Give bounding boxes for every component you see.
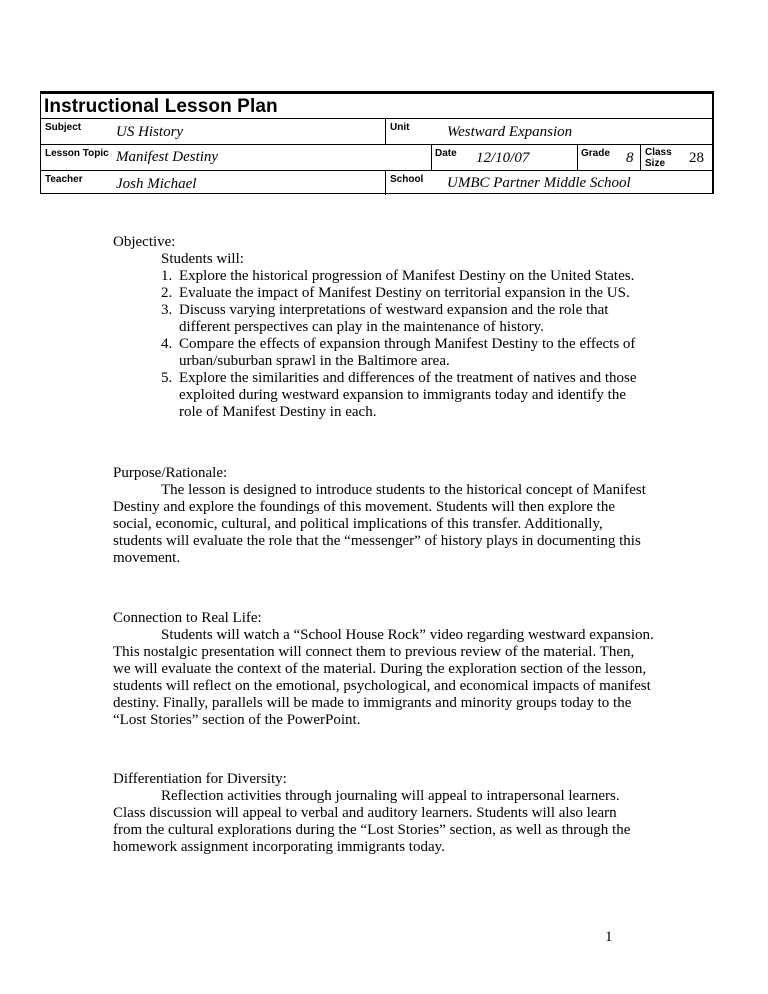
objective-item-text: Explore the historical progression of Manifest Destiny on the United States.	[179, 268, 635, 284]
connection-line-2: This nostalgic presentation will connect them to previous review of the material. Then,	[113, 644, 635, 660]
objective-item-text: Compare the effects of expansion through Manifest Destiny to the effects of	[179, 336, 636, 352]
differentiation-heading: Differentiation for Diversity:	[113, 771, 287, 787]
date-label: Date	[435, 148, 457, 159]
purpose-line-1: The lesson is designed to introduce students to the historical concept of Manifest	[161, 482, 646, 498]
objective-item-number: 5.	[161, 370, 173, 386]
grade-label: Grade	[581, 148, 610, 159]
school-value: UMBC Partner Middle School	[447, 175, 631, 191]
connection-line-1: Students will watch a “School House Rock” video regarding westward expansion.	[161, 627, 654, 643]
differentiation-line-4: homework assignment incorporating immigrants today.	[113, 839, 445, 855]
unit-label: Unit	[390, 122, 410, 133]
date-value: 12/10/07	[476, 150, 530, 166]
objective-item-3	[161, 302, 608, 336]
header-divider-unit	[385, 118, 386, 144]
differentiation-line-3: from the cultural explorations during the “Lost Stories” section, as well as through the	[113, 822, 631, 838]
header-rule-3	[41, 170, 713, 171]
unit-value: Westward Expansion	[447, 124, 573, 140]
class-size-value: 28	[689, 150, 704, 166]
lesson-plan-header-table	[40, 91, 714, 194]
objective-item-number: 4.	[161, 336, 173, 352]
purpose-line-3: social, economic, cultural, and political implications of this transfer. Additionally,	[113, 516, 603, 532]
purpose-heading: Purpose/Rationale:	[113, 465, 228, 481]
connection-line-6: “Lost Stories” section of the PowerPoint.	[113, 712, 361, 728]
header-divider-school	[385, 170, 386, 195]
objective-item-4	[161, 336, 635, 370]
school-label: School	[390, 174, 424, 185]
objective-item-1	[161, 268, 634, 285]
objective-item-number: 2.	[161, 285, 173, 301]
objective-item-text: Explore the similarities and differences of the treatment of natives and those	[179, 370, 637, 386]
connection-line-4: students will reflect on the emotional, psychological, and economical impacts of manifest	[113, 678, 651, 694]
objective-item-text: different perspectives can play in the maintenance of history.	[179, 319, 544, 335]
differentiation-line-2: Class discussion will appeal to verbal and auditory learners. Students will also learn	[113, 805, 617, 821]
objective-item-2	[161, 285, 630, 302]
header-rule-2	[41, 144, 713, 145]
subject-value: US History	[116, 124, 184, 140]
class-size-label-1: Class	[645, 147, 672, 158]
objective-item-number: 3.	[161, 302, 173, 318]
purpose-line-5: movement.	[113, 550, 181, 566]
objective-intro: Students will:	[161, 251, 244, 267]
teacher-value: Josh Michael	[116, 176, 197, 192]
class-size-label-2: Size	[645, 158, 666, 169]
objective-item-5	[161, 370, 637, 421]
connection-line-5: destiny. Finally, parallels will be made to immigrants and minority groups today to the	[113, 695, 632, 711]
objective-heading: Objective:	[113, 234, 176, 250]
page-number: 1	[605, 929, 613, 945]
objective-item-text: Evaluate the impact of Manifest Destiny on territorial expansion in the US.	[179, 285, 630, 301]
teacher-label: Teacher	[45, 174, 83, 185]
subject-label: Subject	[45, 122, 82, 133]
connection-line-3: we will evaluate the context of the material. During the exploration section of the lesson,	[113, 661, 647, 677]
objective-item-number: 1.	[161, 268, 173, 284]
header-divider-grade	[577, 144, 578, 170]
connection-heading: Connection to Real Life:	[113, 610, 262, 626]
objective-item-text: urban/suburban sprawl in the Baltimore area.	[179, 353, 450, 369]
header-rule-1	[41, 118, 713, 119]
objective-item-text: Discuss varying interpretations of westward expansion and the role that	[179, 302, 609, 318]
purpose-line-2: Destiny and explore the foundings of this movement. Students will then explore the	[113, 499, 615, 515]
objective-item-text: exploited during westward expansion to immigrants today and identify the	[179, 387, 626, 403]
header-divider-class	[640, 144, 641, 170]
header-divider-date	[431, 144, 432, 170]
differentiation-line-1: Reflection activities through journaling will appeal to intrapersonal learners.	[161, 788, 620, 804]
purpose-line-4: students will evaluate the role that the “messenger” of history plays in documenting this	[113, 533, 641, 549]
lesson-topic-value: Manifest Destiny	[116, 149, 219, 165]
objective-item-text: role of Manifest Destiny in each.	[179, 404, 377, 420]
header-title: Instructional Lesson Plan	[44, 96, 278, 117]
grade-value: 8	[626, 150, 634, 166]
lesson-topic-label: Lesson Topic	[45, 148, 109, 159]
